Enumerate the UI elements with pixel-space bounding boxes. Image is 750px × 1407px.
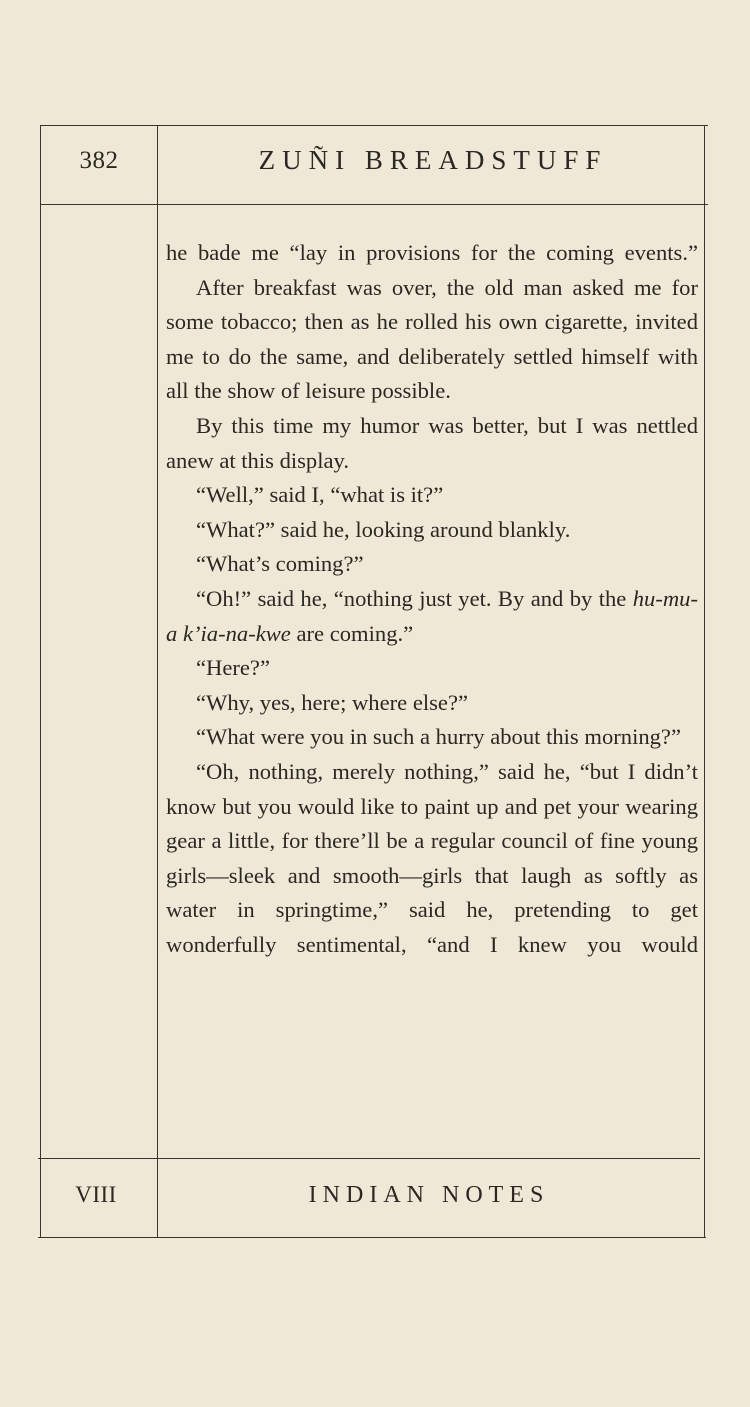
volume-number: VIII	[75, 1182, 117, 1207]
paragraph-11: “Oh, nothing, merely nothing,” said he, “but I didn’t know but you would like to paint up and pet your wearing gear a little, for there’ll be a regular council of fine young girls—sleek and smooth—girls that laugh as softly as water in springtime,” said he, pretending to get wonderfully sentimental, “and I knew you would	[166, 758, 698, 957]
footer-top-rule	[38, 1158, 700, 1159]
paragraph-4: “Well,” said I, “what is it?”	[196, 482, 444, 508]
paragraph-5: “What?” said he, looking around blankly.	[196, 516, 571, 542]
body-text	[166, 236, 698, 962]
gutter-rule	[157, 125, 158, 1237]
paragraph-7-start: “Oh!” said he, “nothing just yet. By and by the	[196, 585, 633, 611]
top-rule	[40, 125, 708, 126]
left-rule	[40, 125, 41, 1237]
paragraph-7-end: are coming.”	[290, 620, 414, 646]
page-number: 382	[79, 147, 119, 174]
bottom-rule	[38, 1237, 706, 1238]
running-title: ZUÑI BREADSTUFF	[258, 145, 608, 175]
paragraph-8: “Here?”	[196, 655, 270, 681]
paragraph-9: “Why, yes, here; where else?”	[196, 689, 469, 715]
paragraph-10: “What were you in such a hurry about this morning?”	[196, 724, 681, 750]
header-bottom-rule	[40, 204, 708, 205]
paragraph-7	[166, 582, 698, 651]
paragraph-3: By this time my humor was better, but I was nettled anew at this display.	[166, 412, 698, 473]
italic-term: hu-mu-a k’ia-na-kwe	[166, 585, 698, 646]
series-title: INDIAN NOTES	[308, 1182, 550, 1208]
paragraph-6: “What’s coming?”	[196, 551, 364, 577]
paragraph-1: he bade me “lay in provisions for the coming events.”	[166, 240, 698, 265]
paragraph-2: After breakfast was over, the old man asked me for some tobacco; then as he rolled his own cigarette, invited me to do the same, and deliberately settled himself with all the show of leisure possible.	[166, 274, 698, 404]
right-rule	[704, 125, 705, 1237]
